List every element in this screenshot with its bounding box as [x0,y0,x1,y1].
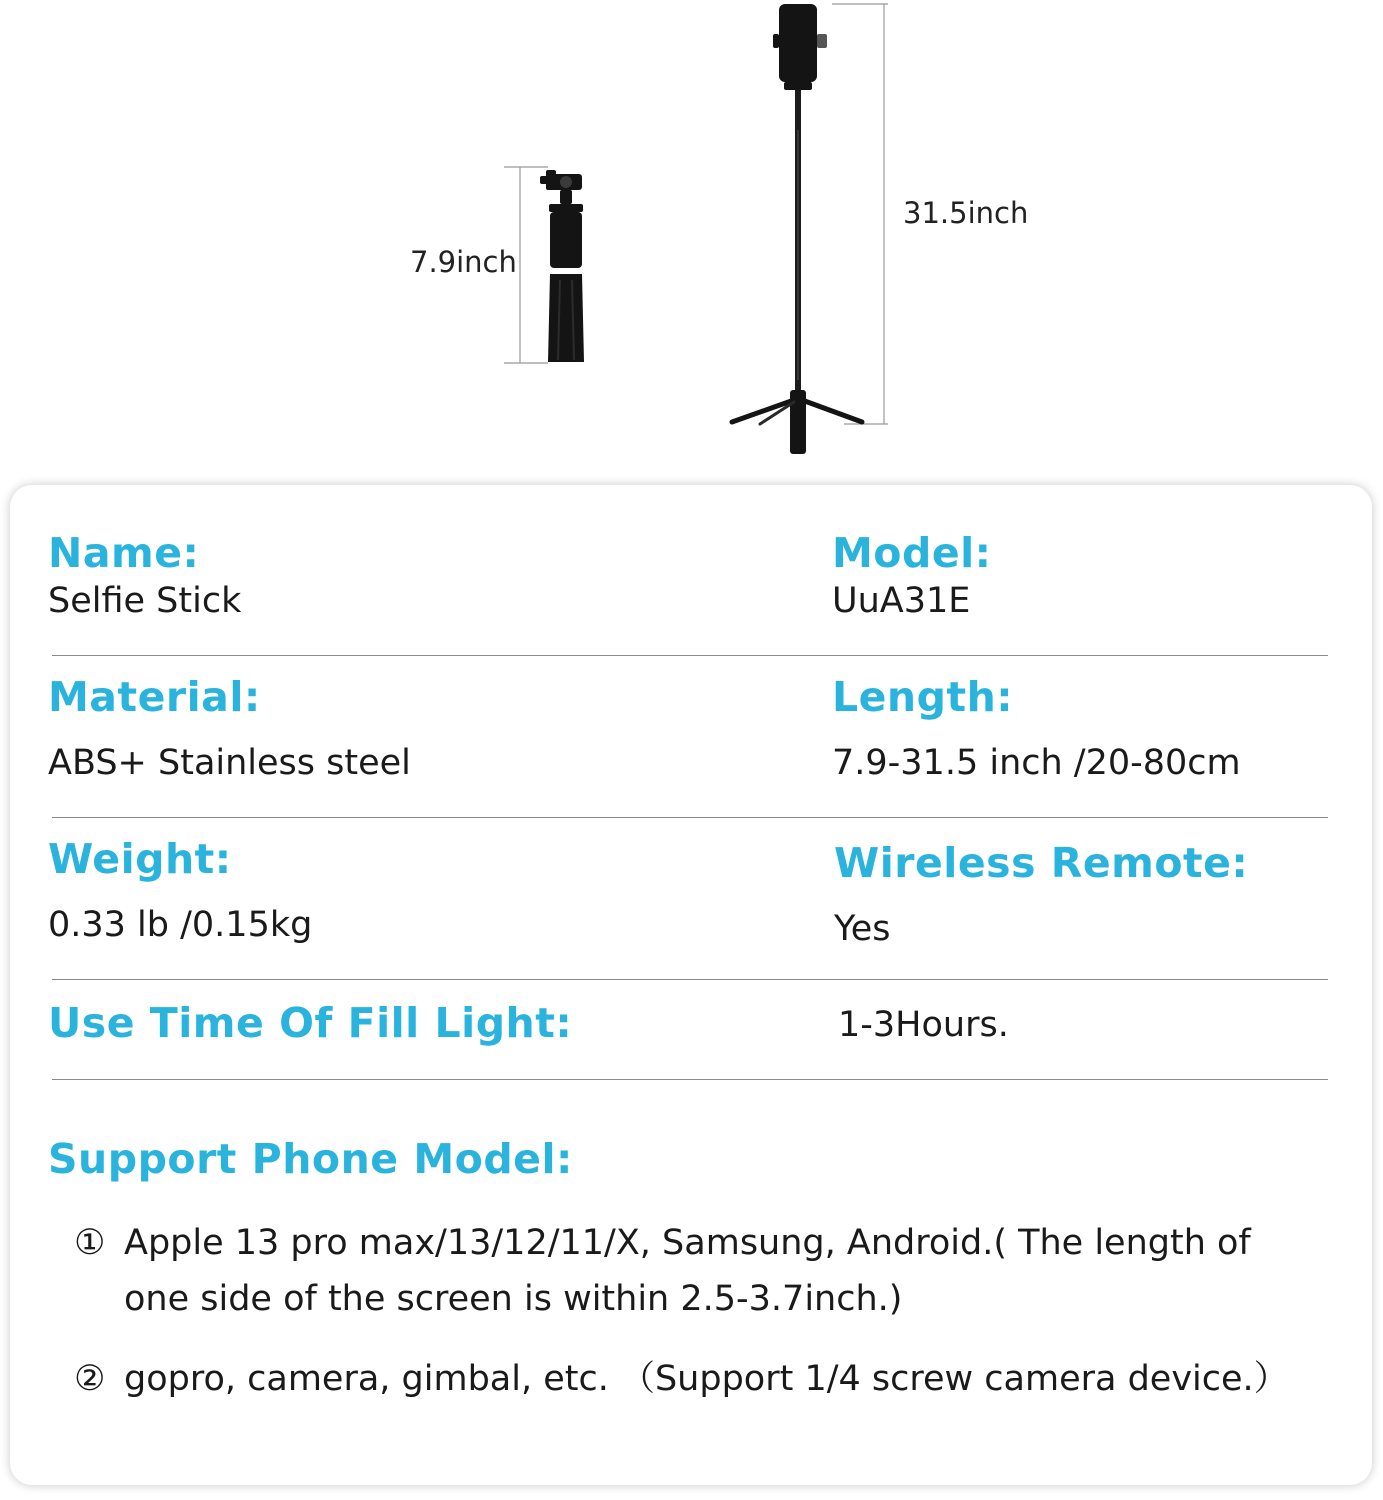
spec-wireless-remote-label: Wireless Remote: [834,839,1249,887]
divider [52,655,1328,656]
spec-length-value: 7.9-31.5 inch /20-80cm [832,743,1241,783]
spec-length [832,673,1241,783]
folded-selfie-stick [540,170,584,362]
support-item [74,1215,1324,1327]
spec-fill-light [48,999,572,1047]
support-item-text: Apple 13 pro max/13/12/11/X, Samsung, Android.( The length of one side of the screen is within 2.5-3.7inch.) [124,1223,1251,1319]
long-dimension-line [832,4,888,424]
support-item [74,1351,1324,1407]
spec-wireless-remote-value: Yes [834,909,891,949]
spec-model [832,529,992,621]
spec-name [48,529,241,621]
spec-weight-label: Weight: [48,835,232,883]
spec-model-label: Model: [832,529,992,577]
extended-selfie-stick [732,4,862,454]
spec-name-value: Selfie Stick [48,581,242,621]
spec-material [48,673,411,783]
spec-length-label: Length: [832,673,1014,721]
spec-name-label: Name: [48,529,200,577]
support-section [48,1135,573,1183]
spec-fill-light-time [838,1005,1009,1045]
spec-weight [48,835,312,945]
support-item-text: gopro, camera, gimbal, etc. （Support 1/4 screw camera device.） [124,1359,1289,1399]
spec-model-value: UuA31E [832,581,971,621]
support-item-marker: ① [74,1223,106,1263]
support-list [74,1215,1324,1407]
spec-material-label: Material: [48,673,261,721]
spec-card [10,485,1372,1485]
support-item-marker: ② [74,1359,106,1399]
spec-fill-light-label: Use Time Of Fill Light: [48,999,573,1047]
folded-length-label: 7.9inch [410,245,517,279]
divider [52,1079,1328,1080]
selfie-stick-drawing [0,0,1383,470]
extended-length-label: 31.5inch [903,196,1029,230]
spec-weight-value: 0.33 lb /0.15kg [48,905,313,945]
divider [52,979,1328,980]
product-illustration [0,0,1383,470]
divider [52,817,1328,818]
support-title: Support Phone Model: [48,1135,573,1183]
spec-material-value: ABS+ Stainless steel [48,743,411,783]
spec-wireless-remote [834,839,1248,949]
spec-fill-light-value: 1-3Hours. [838,1005,1009,1045]
